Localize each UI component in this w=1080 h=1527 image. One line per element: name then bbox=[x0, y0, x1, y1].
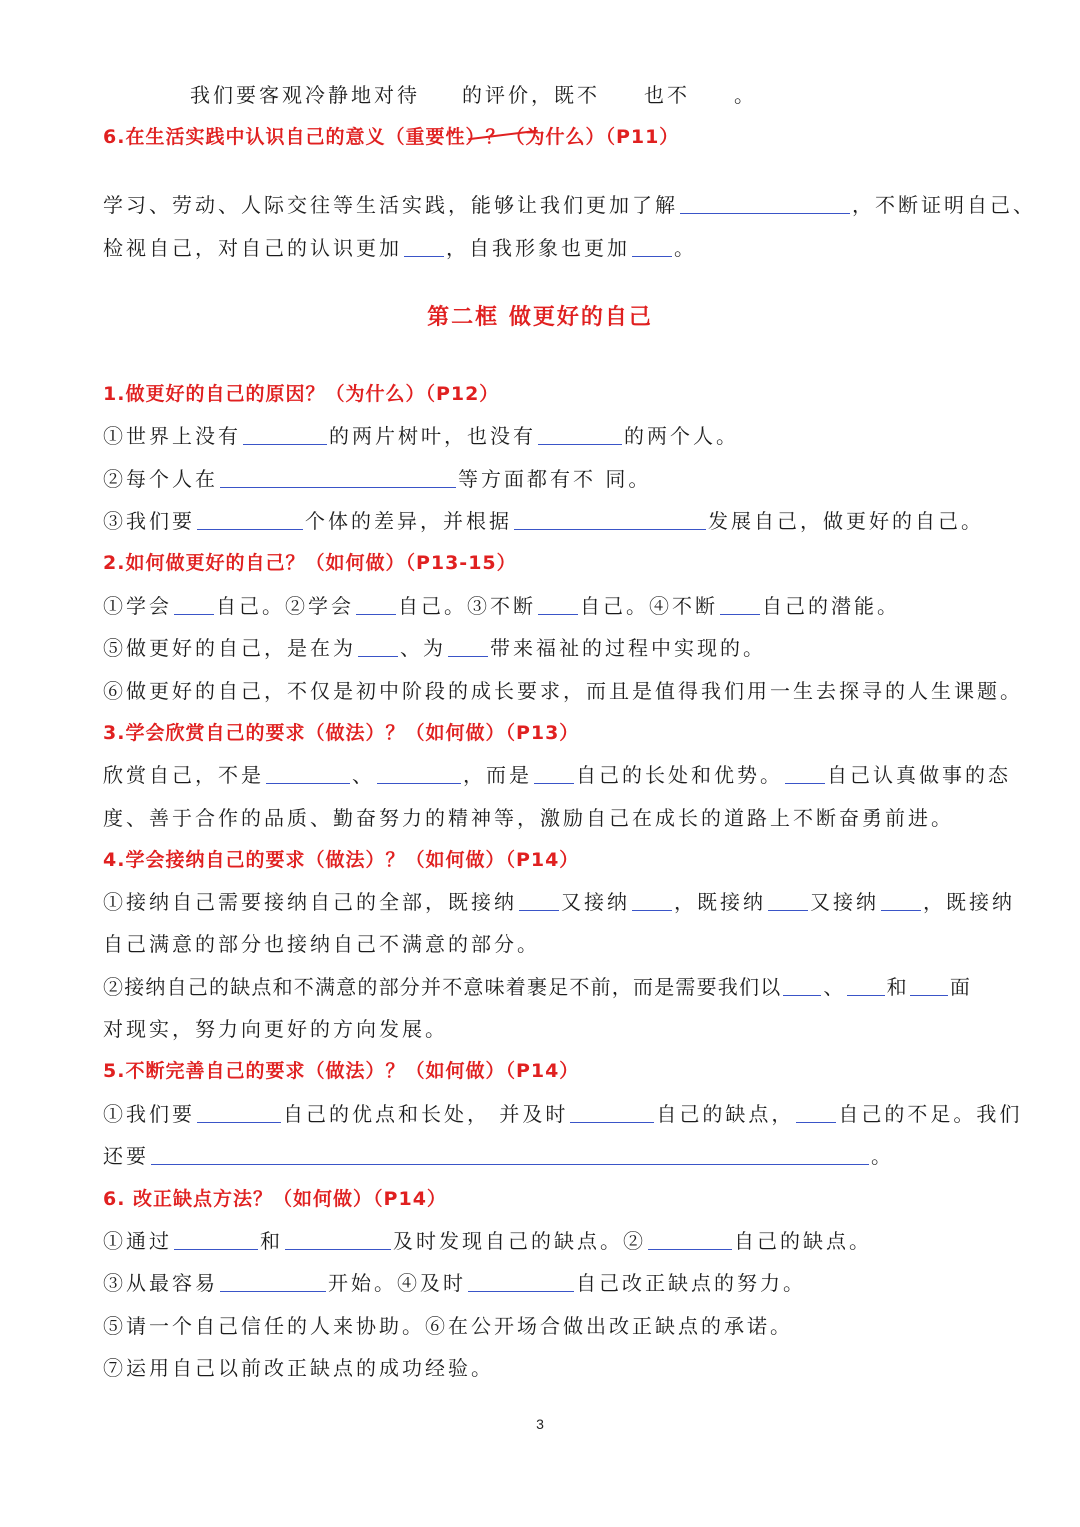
blank[interactable] bbox=[220, 1271, 326, 1292]
intro-line: 我们要客观冷静地对待 的评价，既不 也不 。 bbox=[190, 83, 757, 107]
blank[interactable] bbox=[648, 1229, 732, 1250]
q1-line-3: ③我们要 个体的差异，并根据 发展自己，做更好的自己。 bbox=[103, 509, 984, 533]
blank[interactable] bbox=[796, 1102, 836, 1123]
q1-line-1: ①世界上没有 的两片树叶，也没有 的两个人。 bbox=[103, 424, 739, 448]
blank[interactable] bbox=[404, 236, 444, 257]
blank[interactable] bbox=[174, 1229, 258, 1250]
blank[interactable] bbox=[680, 193, 850, 214]
blank[interactable] bbox=[243, 424, 327, 445]
q2-line-3: ⑥做更好的自己，不仅是初中阶段的成长要求，而且是值得我们用一生去探寻的人生课题。 bbox=[103, 679, 1023, 703]
heading-q1: 1.做更好的自己的原因？（为什么）（P12） bbox=[103, 383, 500, 405]
page-number: 3 bbox=[536, 1416, 544, 1432]
blank[interactable] bbox=[538, 424, 622, 445]
heading-q2: 2.如何做更好的自己？（如何做）（P13-15） bbox=[103, 552, 517, 574]
blank[interactable] bbox=[514, 509, 706, 530]
blank[interactable] bbox=[570, 1102, 654, 1123]
blank[interactable] bbox=[519, 890, 559, 911]
blank[interactable] bbox=[534, 763, 574, 784]
q4-line-2: 自己满意的部分也接纳自己不满意的部分。 bbox=[103, 932, 540, 956]
blank[interactable] bbox=[220, 467, 456, 488]
prev-q6-line-2: 检视自己，对自己的认识更加 ，自我形象也更加 。 bbox=[103, 236, 697, 260]
blank[interactable] bbox=[632, 890, 672, 911]
q6-line-2: ③从最容易 开始。④及时 自己改正缺点的努力。 bbox=[103, 1271, 806, 1295]
blank[interactable] bbox=[377, 763, 461, 784]
q3-line-1: 欣赏自己，不是 、 ，而是 自己的长处和优势。 自己认真做事的态 bbox=[103, 763, 1011, 787]
blank[interactable] bbox=[285, 1229, 391, 1250]
heading-q5: 5.不断完善自己的要求（做法）？（如何做）（P14） bbox=[103, 1060, 580, 1082]
heading-q6: 6. 改正缺点方法？（如何做）（P14） bbox=[103, 1188, 447, 1210]
section-title: 第二框 做更好的自己 bbox=[427, 305, 653, 330]
q5-line-1: ①我们要 自己的优点和长处， 并及时 自己的缺点， 自己的不足。我们 bbox=[103, 1102, 1023, 1126]
q6-line-4: ⑦运用自己以前改正缺点的成功经验。 bbox=[103, 1356, 494, 1380]
q3-line-2: 度、善于合作的品质、勤奋努力的精神等，激励自己在成长的道路上不断奋勇前进。 bbox=[103, 806, 954, 830]
blank[interactable] bbox=[356, 594, 396, 615]
q2-line-1: ①学会 自己。②学会 自己。③不断 自己。④不断 自己的潜能。 bbox=[103, 594, 900, 618]
q6-line-1: ①通过 和 及时发现自己的缺点。② 自己的缺点。 bbox=[103, 1229, 872, 1253]
q6-line-3: ⑤请一个自己信任的人来协助。⑥在公开场合做出改正缺点的承诺。 bbox=[103, 1314, 793, 1338]
heading-q4: 4.学会接纳自己的要求（做法）？（如何做）（P14） bbox=[103, 849, 580, 871]
blank[interactable] bbox=[910, 975, 948, 996]
q1-line-2: ②每个人在 等方面都有不 同。 bbox=[103, 467, 652, 491]
blank[interactable] bbox=[448, 636, 488, 657]
q4-line-4: 对现实，努力向更好的方向发展。 bbox=[103, 1017, 448, 1041]
heading-q3: 3.学会欣赏自己的要求（做法）？（如何做）（P13） bbox=[103, 722, 580, 744]
blank[interactable] bbox=[847, 975, 885, 996]
prev-q6-line-1: 学习、劳动、人际交往等生活实践，能够让我们更加了解 ，不断证明自己、 bbox=[103, 193, 1036, 217]
blank[interactable] bbox=[197, 509, 303, 530]
blank[interactable] bbox=[783, 975, 821, 996]
q4-line-3: ②接纳自己的缺点和不满意的部分并不意味着裹足不前，而是需要我们以 、 和 面 bbox=[103, 975, 972, 999]
blank[interactable] bbox=[632, 236, 672, 257]
blank[interactable] bbox=[720, 594, 760, 615]
blank[interactable] bbox=[266, 763, 350, 784]
heading-prev-q6: 6.在生活实践中认识自己的意义（重要性）？（为什么）（P11） bbox=[103, 126, 680, 148]
blank[interactable] bbox=[785, 763, 825, 784]
q5-line-2: 还要 。 bbox=[103, 1144, 894, 1168]
blank[interactable] bbox=[768, 890, 808, 911]
blank[interactable] bbox=[358, 636, 398, 657]
blank[interactable] bbox=[151, 1144, 869, 1165]
q2-line-2: ⑤做更好的自己，是在为 、为 带来福祉的过程中实现的。 bbox=[103, 636, 766, 660]
blank[interactable] bbox=[197, 1102, 281, 1123]
blank[interactable] bbox=[468, 1271, 574, 1292]
blank[interactable] bbox=[538, 594, 578, 615]
q4-line-1: ①接纳自己需要接纳自己的全部，既接纳 又接纳 ，既接纳 又接纳 ，既接纳 bbox=[103, 890, 1015, 914]
blank[interactable] bbox=[174, 594, 214, 615]
blank[interactable] bbox=[881, 890, 921, 911]
